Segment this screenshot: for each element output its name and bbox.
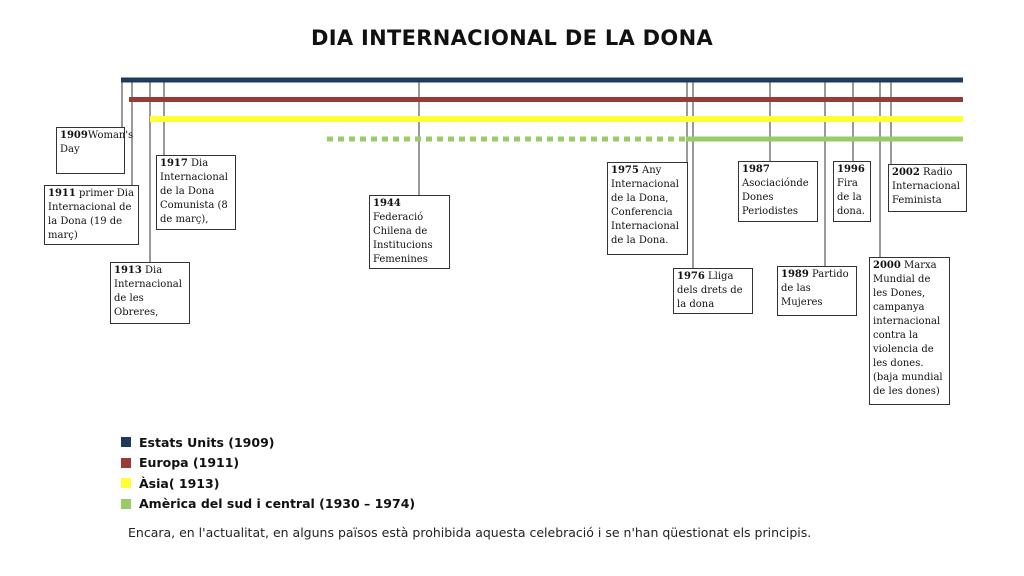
event-year: 2000: [873, 260, 901, 271]
event-text: Any Internacional de la Dona, Conferencia Internacional de la Dona.: [611, 165, 679, 246]
event-1996: [833, 161, 871, 222]
event-text: Partido de las Mujeres: [781, 269, 849, 308]
event-1975: [607, 162, 688, 255]
event-year: 1989: [781, 269, 809, 280]
legend-item-estats-units: [121, 432, 415, 453]
event-text: Radio Internacional Feminista: [892, 167, 960, 206]
event-year: 1975: [611, 165, 639, 176]
event-text: Woman's Day: [60, 130, 134, 155]
event-1911: [44, 185, 139, 245]
legend-label: Europa (1911): [139, 455, 240, 471]
event-text: Fira de la dona.: [837, 178, 866, 217]
event-1987: [738, 161, 818, 222]
legend-swatch: [121, 478, 131, 488]
legend-label: Amèrica del sud i central (1930 – 1974): [139, 496, 416, 512]
event-text: Federació Chilena de Institucions Femenines: [373, 212, 433, 265]
event-year: 1917: [160, 158, 188, 169]
event-2002: [888, 164, 967, 212]
event-1909: [56, 127, 134, 174]
legend-swatch: [121, 437, 131, 447]
event-year: 1987: [742, 164, 770, 175]
event-1989: [777, 266, 857, 316]
event-year: 1911: [48, 188, 76, 199]
event-2000: [869, 257, 950, 405]
event-year: 1909: [60, 130, 88, 141]
event-1976: [673, 268, 753, 314]
event-text: Asociaciónde Dones Periodistes: [742, 178, 809, 217]
event-1913: [110, 262, 190, 324]
event-year: 2002: [892, 167, 920, 178]
legend-item-asia: [121, 473, 415, 494]
event-year: 1996: [837, 164, 865, 175]
legend-label: Àsia( 1913): [139, 475, 220, 491]
event-text: Lliga dels drets de la dona: [677, 271, 743, 310]
diagram-title: DIA INTERNACIONAL DE LA DONA: [310, 26, 713, 50]
event-text: Dia Internacional de la Dona Comunista (8 de març),: [160, 158, 228, 225]
event-year: 1913: [114, 265, 142, 276]
legend-swatch: [121, 499, 131, 509]
legend-label: Estats Units (1909): [139, 434, 275, 450]
legend-item-europa: [121, 453, 415, 474]
footer-note: Encara, en l'actualitat, en alguns països està prohibida aquesta celebració i se n'han qüestionat els principis.: [128, 525, 812, 540]
event-year: 1944: [373, 198, 401, 209]
event-text: Dia Internacional de les Obreres,: [114, 265, 182, 318]
event-text: primer Dia Internacional de la Dona (19 de març): [48, 188, 134, 241]
legend-item-america: [121, 494, 415, 515]
event-1944: [369, 195, 450, 269]
legend-swatch: [121, 458, 131, 468]
event-year: 1976: [677, 271, 705, 282]
event-1917: [156, 155, 236, 230]
legend: [121, 432, 415, 514]
event-text: Marxa Mundial de les Dones, campanya internacional contra la violencia de les dones. (baja mundial de les dones): [873, 260, 943, 397]
